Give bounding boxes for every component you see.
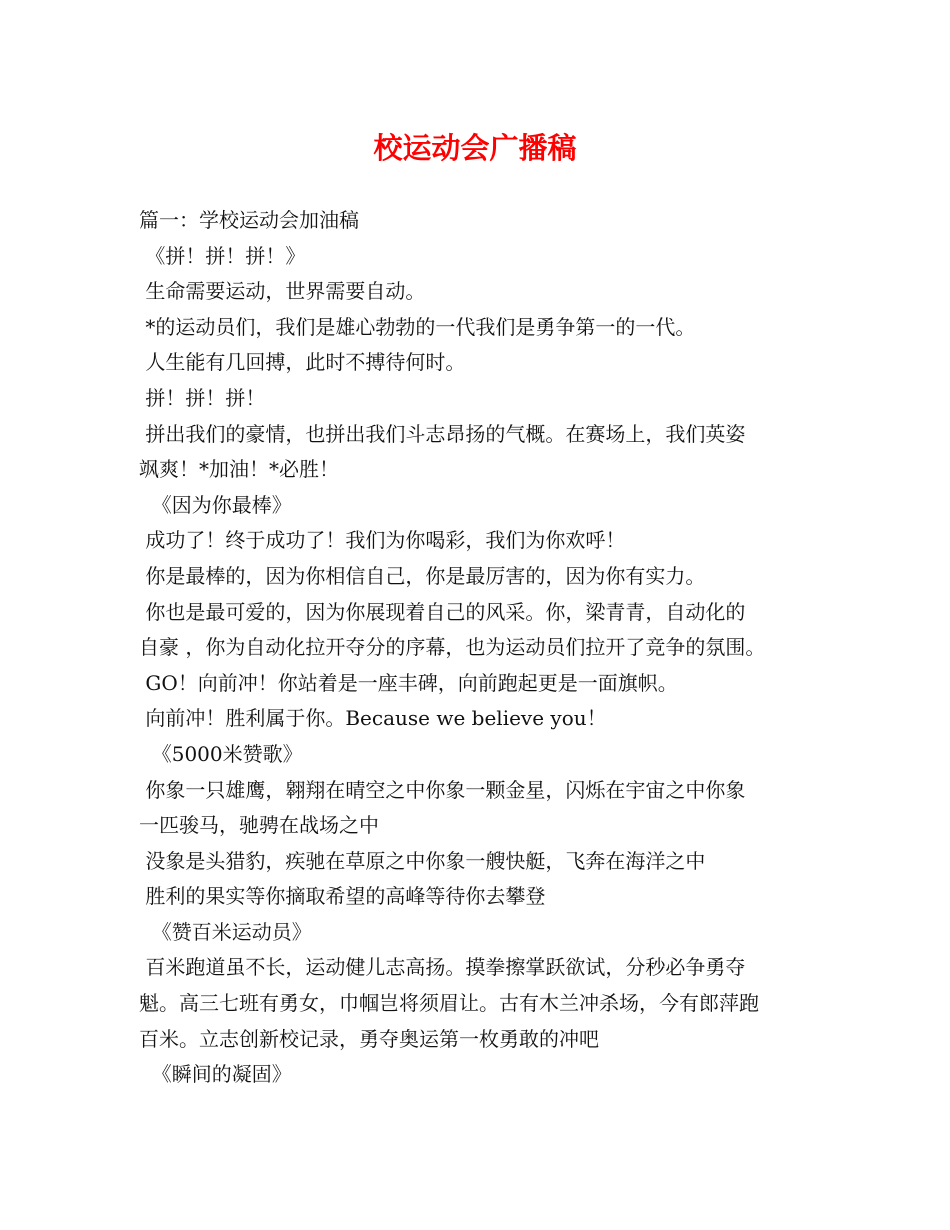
text-line: 你是最棒的，因为你相信自己，你是最厉害的，因为你有实力。 xyxy=(139,563,706,588)
document-title: 校运动会广播稿 xyxy=(373,131,577,165)
text-line: 生命需要运动，世界需要自动。 xyxy=(139,279,426,304)
text-line: 篇一：学校运动会加油稿 xyxy=(139,208,359,232)
text-line: 《因为你最棒》 xyxy=(139,492,292,517)
text-line: 没象是头猎豹，疾驰在草原之中你象一艘快艇，飞奔在海洋之中 xyxy=(139,848,706,873)
text-line: 你象一只雄鹰，翱翔在晴空之中你象一颗金星，闪烁在宇宙之中你象 xyxy=(139,777,746,802)
text-line: 魁。高三七班有勇女，巾帼岂将须眉让。古有木兰冲杀场，今有郎萍跑 xyxy=(139,991,759,1016)
text-line: 飒爽！*加油！*必胜！ xyxy=(139,457,339,482)
text-line: 百米跑道虽不长，运动健儿志高扬。摸拳擦掌跃欲试，分秒必争勇夺 xyxy=(139,955,746,980)
text-line: 向前冲！胜利属于你。Because we believe you！ xyxy=(139,706,607,731)
text-line: 你也是最可爱的，因为你展现着自己的风采。你，梁青青，自动化的 xyxy=(139,599,746,624)
text-line: 一匹骏马，驰骋在战场之中 xyxy=(139,813,379,838)
text-line: 成功了！终于成功了！我们为你喝彩，我们为你欢呼！ xyxy=(139,528,626,553)
text-line: 胜利的果实等你摘取希望的高峰等待你去攀登 xyxy=(139,884,546,909)
text-line: 拼出我们的豪情，也拼出我们斗志昂扬的气概。在赛场上，我们英姿 xyxy=(139,421,746,446)
text-line: 拼！拼！拼！ xyxy=(139,385,266,410)
text-line: 《拼！拼！拼！》 xyxy=(139,243,306,268)
document-body xyxy=(139,203,815,1093)
text-line: 人生能有几回搏，此时不搏待何时。 xyxy=(139,350,466,375)
text-line: 《赞百米运动员》 xyxy=(139,919,312,944)
text-line: 《瞬间的凝固》 xyxy=(139,1062,292,1087)
text-line: 自豪 ，你为自动化拉开夺分的序幕，也为运动员们拉开了竞争的氛围。 xyxy=(139,635,766,660)
text-line: *的运动员们，我们是雄心勃勃的一代我们是勇争第一的一代。 xyxy=(139,314,696,339)
text-line: 百米。立志创新校记录，勇夺奥运第一枚勇敢的冲吧 xyxy=(139,1026,599,1051)
text-line: GO！向前冲！你站着是一座丰碑，向前跑起更是一面旗帜。 xyxy=(139,670,678,695)
text-line: 《5000米赞歌》 xyxy=(139,741,303,766)
